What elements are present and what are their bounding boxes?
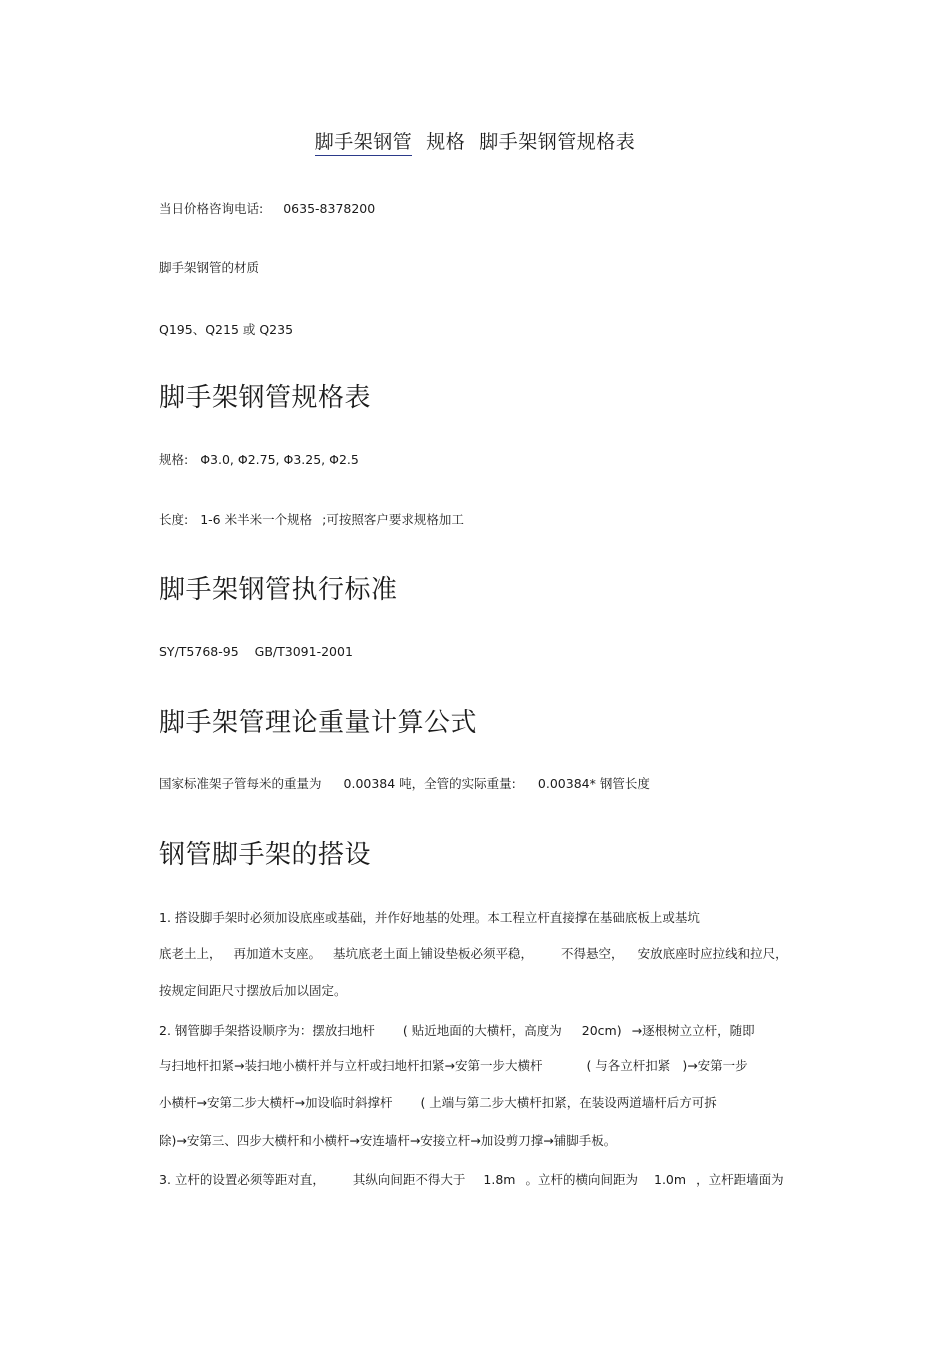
- p2-seg-c: 20cm): [581, 1023, 622, 1038]
- p2-seg-i: ( 上端与第二步大横杆扣紧，在装设两道墙杆后方可拆: [420, 1095, 717, 1110]
- p1-seg-a: 底老土上，: [159, 946, 222, 961]
- p3-seg-f: ，立杆距墙面为: [696, 1172, 784, 1187]
- para-1-line-1: 1. 搭设脚手架时必须加设底座或基础，并作好地基的处理。本工程立杆直接撑在基础底板上或基坑: [159, 910, 700, 925]
- phone-line: [159, 199, 375, 217]
- para-2-line-4: 除)→安第三、四步大横杆和小横杆→安连墙杆→安接立杆→加设剪刀撑→铺脚手板。: [159, 1133, 617, 1148]
- para-2-line-2: [159, 1056, 748, 1074]
- p2-seg-g: )→安第一步: [682, 1058, 748, 1073]
- p1-seg-e: 安放底座时应拉线和拉尺，: [637, 946, 788, 961]
- phone-label: 当日价格咨询电话:: [159, 201, 264, 216]
- material-label: 脚手架钢管的材质: [159, 260, 260, 275]
- p3-seg-b: 其纵向间距不得大于: [352, 1172, 466, 1187]
- p1-seg-b: 再加道木支座。: [233, 946, 322, 961]
- p2-seg-f: ( 与各立杆扣紧: [586, 1058, 671, 1073]
- para-2-line-1: [159, 1021, 755, 1039]
- title-part-3: 脚手架钢管规格表: [479, 131, 636, 153]
- erect-heading: 钢管脚手架的搭设: [159, 840, 372, 870]
- length-label: 长度:: [159, 512, 189, 527]
- weight-text-a: 国家标准架子管每米的重量为: [159, 776, 322, 791]
- standard-1: SY/T5768-95: [159, 644, 239, 659]
- length-text-a: 1-6 米半米一个规格: [200, 512, 313, 527]
- p1-seg-c: 基坑底老土面上铺设垫板必须平稳，: [333, 946, 534, 961]
- p2-seg-d: →逐根树立立杆，随即: [631, 1023, 755, 1038]
- weight-heading: 脚手架管理论重量计算公式: [159, 708, 478, 738]
- spec-value: Φ3.0, Φ2.75, Φ3.25, Φ2.5: [200, 452, 359, 467]
- p1-seg-d: 不得悬空，: [561, 946, 624, 961]
- title-link[interactable]: 脚手架钢管: [315, 131, 413, 156]
- weight-line: [159, 774, 650, 792]
- para-3-line-1: [159, 1170, 784, 1188]
- standard-2: GB/T3091-2001: [254, 644, 353, 659]
- p3-seg-c: 1.8m: [483, 1172, 516, 1187]
- p2-seg-b: ( 贴近地面的大横杆，高度为: [402, 1023, 562, 1038]
- standard-heading: 脚手架钢管执行标准: [159, 575, 398, 605]
- p3-seg-d: 。立杆的横向间距为: [525, 1172, 638, 1187]
- title-part-2: 规格: [426, 131, 466, 153]
- p2-seg-e: 与扫地杆扣紧→装扫地小横杆并与立杆或扫地杆扣紧→安第一步大横杆: [159, 1058, 543, 1073]
- phone-number: 0635-8378200: [283, 201, 376, 216]
- spec-label: 规格:: [159, 452, 189, 467]
- page-title: [0, 127, 950, 154]
- p2-seg-h: 小横杆→安第二步大横杆→加设临时斜撑杆: [159, 1095, 393, 1110]
- length-line: [159, 510, 464, 528]
- spec-heading: 脚手架钢管规格表: [159, 383, 372, 413]
- weight-text-b: 0.00384 吨，全管的实际重量:: [343, 776, 516, 791]
- para-1-line-2: [159, 944, 788, 962]
- weight-text-c: 0.00384* 钢管长度: [537, 776, 650, 791]
- material-value: Q195、Q215 或 Q235: [159, 322, 294, 337]
- p3-seg-a: 3. 立杆的设置必须等距对直，: [159, 1172, 325, 1187]
- para-1-line-3: 按规定间距尺寸摆放后加以固定。: [159, 983, 347, 998]
- length-text-b: ;可按照客户要求规格加工: [322, 512, 464, 527]
- spec-line: [159, 450, 359, 468]
- p3-seg-e: 1.0m: [654, 1172, 687, 1187]
- para-2-line-3: [159, 1093, 717, 1111]
- standard-line: [159, 644, 353, 659]
- p2-seg-a: 2. 钢管脚手架搭设顺序为：摆放扫地杆: [159, 1023, 375, 1038]
